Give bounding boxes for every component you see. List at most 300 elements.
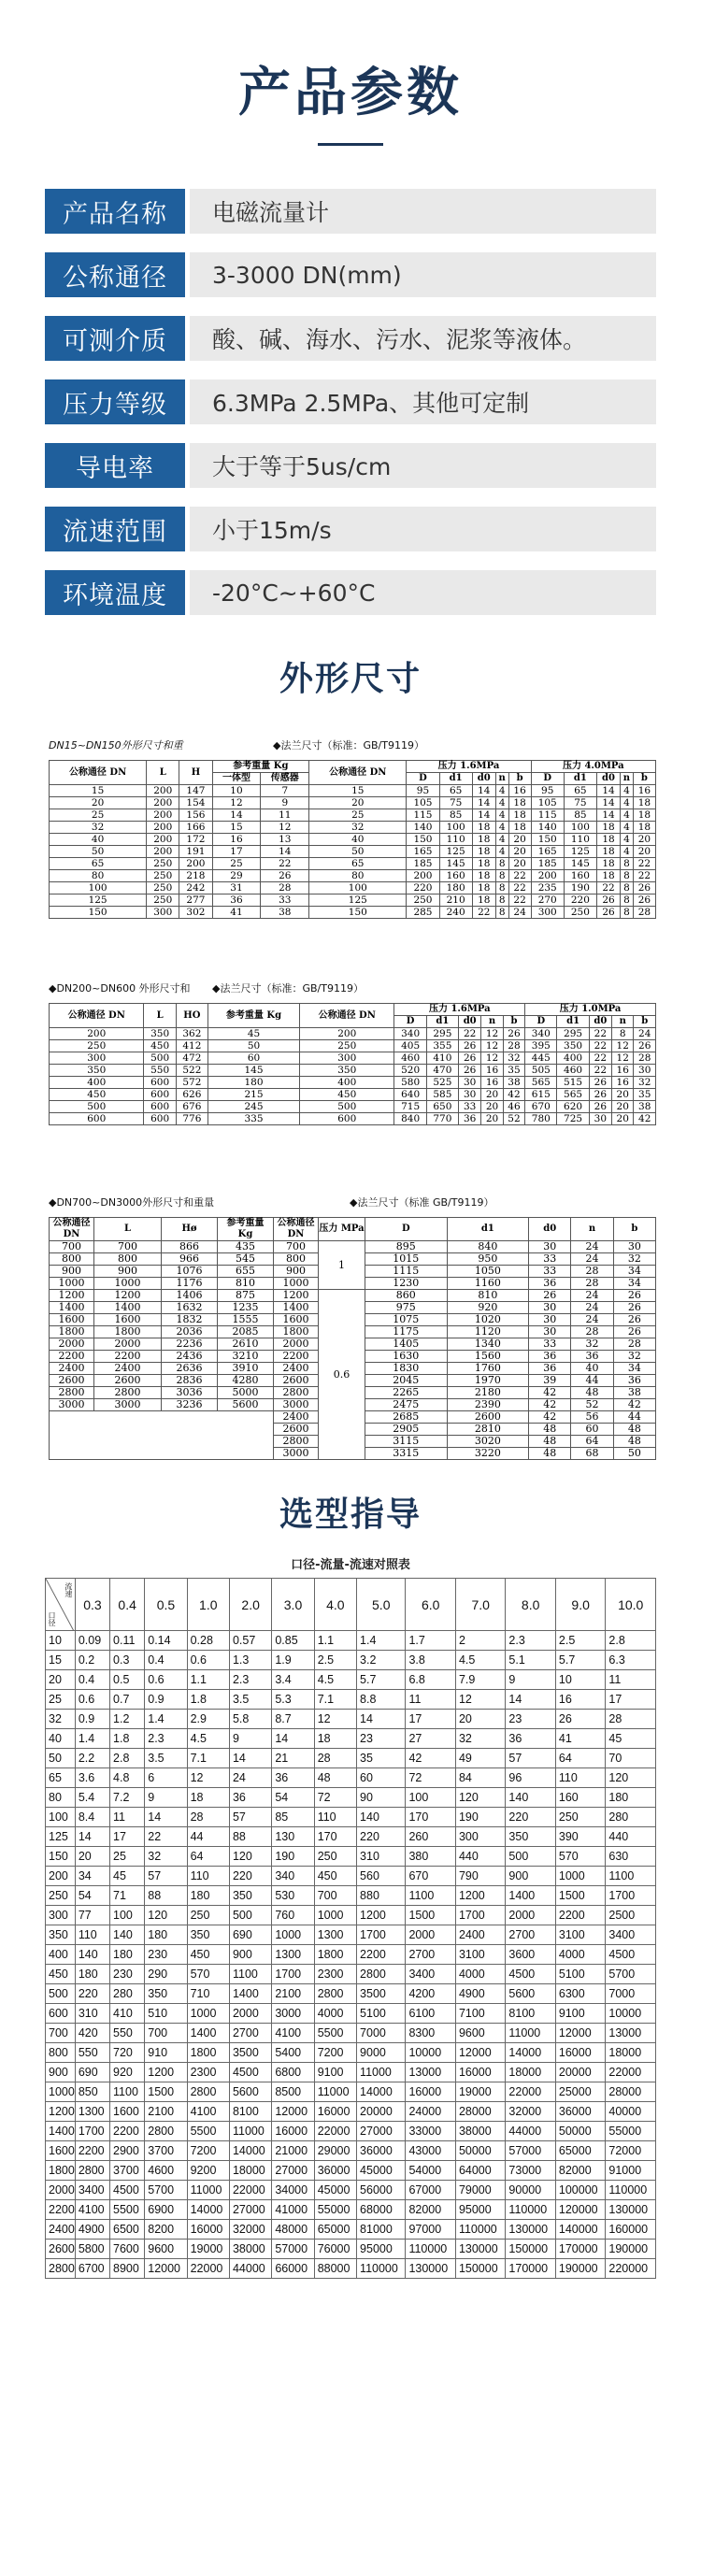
table-cell: 4100 (272, 2024, 314, 2043)
table-cell: 43000 (406, 2141, 455, 2161)
table-cell: 4 (621, 822, 634, 834)
table-cell: 140 (407, 822, 439, 834)
table-cell: 12 (612, 1040, 634, 1052)
table-cell: 7100 (455, 2004, 505, 2024)
table-cell: 690 (75, 2063, 109, 2082)
table-cell: 1800 (94, 1326, 162, 1338)
table-cell: 36 (571, 1351, 613, 1363)
table-cell: 525 (426, 1077, 458, 1089)
param-row (45, 379, 656, 424)
table-cell: 25 (46, 1690, 76, 1710)
table-cell: 6300 (555, 1984, 605, 2004)
table-cell: 450 (144, 1040, 176, 1052)
table-cell: 1700 (272, 1965, 314, 1984)
table-cell: 900 (50, 1266, 94, 1278)
table-cell: 36 (529, 1351, 571, 1363)
table-cell: 8 (495, 858, 508, 870)
table-cell: 20 (633, 846, 655, 858)
table-cell: 9100 (555, 2004, 605, 2024)
table-cell: 120 (455, 1788, 505, 1808)
table-cell: 105 (407, 797, 439, 809)
velocity-header: 1.0 (187, 1579, 229, 1631)
table-cell: 250 (46, 1886, 76, 1906)
table-cell: 230 (145, 1945, 187, 1965)
param-row (45, 507, 656, 551)
table-cell: 530 (272, 1886, 314, 1906)
table-cell: 200 (179, 858, 212, 870)
table-cell: 28 (503, 1040, 524, 1052)
table-cell: 32 (50, 822, 147, 834)
table-cell: 100 (46, 1808, 76, 1827)
th-pressure: 压力 MPa (319, 1218, 365, 1241)
table-cell: 18 (472, 894, 495, 907)
table-cell: 5600 (506, 1984, 555, 2004)
table-cell: 800 (94, 1253, 162, 1266)
table-cell: 60 (357, 1768, 406, 1788)
table-cell: 150 (50, 907, 147, 919)
table-cell: 125 (439, 846, 472, 858)
table-cell: 3.6 (75, 1768, 109, 1788)
table-cell: 17 (406, 1710, 455, 1729)
table-cell: 2600 (46, 2240, 76, 2259)
table-cell: 68 (571, 1448, 613, 1460)
table-cell: 3910 (218, 1363, 274, 1375)
table-cell: 48 (613, 1424, 655, 1436)
th-sub: n (495, 773, 508, 785)
table-cell: 19000 (187, 2240, 229, 2259)
table-cell: 4 (495, 822, 508, 834)
table-cell: 2200 (274, 1351, 319, 1363)
table-row (46, 2259, 656, 2279)
table-cell: 14 (229, 1749, 271, 1768)
table-cell: 65000 (314, 2220, 356, 2240)
table-row (46, 2004, 656, 2024)
table-cell: 76000 (314, 2240, 356, 2259)
table-cell: 8 (621, 858, 634, 870)
table-cell: 450 (300, 1089, 394, 1101)
table-cell: 65 (564, 785, 596, 797)
table-cell: 1600 (50, 1314, 94, 1326)
table-cell: 1230 (365, 1278, 448, 1290)
table-cell: 1200 (94, 1290, 162, 1302)
table-cell: 4100 (75, 2200, 109, 2220)
table-cell: 190 (272, 1847, 314, 1867)
table-cell: 715 (394, 1101, 426, 1113)
table-row (50, 894, 656, 907)
table-cell: 44000 (229, 2259, 271, 2279)
table-cell: 4100 (187, 2102, 229, 2122)
table-cell: 82000 (406, 2200, 455, 2220)
table-cell: 12 (261, 822, 309, 834)
table-cell: 450 (187, 1945, 229, 1965)
table-cell: 28 (571, 1278, 613, 1290)
table-row (46, 2220, 656, 2240)
table-cell: 1200 (46, 2102, 76, 2122)
select-title: 选型指导 (279, 1496, 422, 1534)
table-cell: 2200 (46, 2200, 76, 2220)
table-cell: 1560 (447, 1351, 529, 1363)
table-cell: 36 (506, 1729, 555, 1749)
table-cell: 760 (272, 1906, 314, 1925)
table-cell: 3700 (145, 2141, 187, 2161)
table-cell: 0.7 (110, 1690, 145, 1710)
table-cell: 2800 (50, 1387, 94, 1399)
table-cell: 67000 (406, 2181, 455, 2200)
table-cell: 470 (426, 1065, 458, 1077)
table-row (46, 1945, 656, 1965)
table-cell: 1.1 (314, 1631, 356, 1651)
table-cell: 26 (261, 870, 309, 882)
table-cell: 2300 (187, 2063, 229, 2082)
table-cell: 16000 (555, 2043, 605, 2063)
table-cell: 2000 (94, 1338, 162, 1351)
table-cell: 11000 (187, 2181, 229, 2200)
table-cell: 6.3 (606, 1651, 656, 1670)
table-cell: 240 (439, 907, 472, 919)
table-cell: 850 (75, 2082, 109, 2102)
table-cell: 1760 (447, 1363, 529, 1375)
table-cell: 5.7 (357, 1670, 406, 1690)
table-cell: 1970 (447, 1375, 529, 1387)
table-cell: 35 (357, 1749, 406, 1768)
table-cell: 20000 (357, 2102, 406, 2122)
table-cell: 17 (212, 846, 261, 858)
table-cell: 56 (571, 1411, 613, 1424)
table-cell: 3315 (365, 1448, 448, 1460)
table-cell: 31 (212, 882, 261, 894)
table-cell: 42 (529, 1399, 571, 1411)
table-row (50, 858, 656, 870)
table-cell: 110 (555, 1768, 605, 1788)
table-cell: 20000 (555, 2063, 605, 2082)
table-cell: 250 (147, 882, 179, 894)
table-cell: 27000 (229, 2200, 271, 2220)
table-cell: 32 (503, 1052, 524, 1065)
table-cell: 2400 (455, 1925, 505, 1945)
table-cell: 170 (314, 1827, 356, 1847)
table-cell: 1400 (229, 1984, 271, 2004)
table-cell: 2836 (162, 1375, 218, 1387)
th-sub: d0 (597, 773, 621, 785)
table-cell: 65000 (555, 2141, 605, 2161)
table-cell: 2100 (272, 1984, 314, 2004)
table-cell: 5800 (75, 2240, 109, 2259)
table-cell: 572 (176, 1077, 207, 1089)
table-cell: 2200 (94, 1351, 162, 1363)
table-cell: 2.5 (314, 1651, 356, 1670)
table-cell: 340 (525, 1028, 557, 1040)
table-cell: 8 (612, 1028, 634, 1040)
table-cell: 640 (394, 1089, 426, 1101)
table-cell: 120000 (555, 2200, 605, 2220)
table-cell: 18 (633, 797, 655, 809)
table-cell: 440 (606, 1827, 656, 1847)
table-cell: 2800 (75, 2161, 109, 2181)
th-integrated: 一体型 (212, 773, 261, 785)
table-cell: 7600 (110, 2240, 145, 2259)
table-cell: 45 (110, 1867, 145, 1886)
table-cell: 620 (557, 1101, 589, 1113)
table-cell: 140 (110, 1925, 145, 1945)
table-cell: 29 (212, 870, 261, 882)
table-cell: 895 (365, 1241, 448, 1253)
table-cell: 30 (613, 1241, 655, 1253)
table-cell: 110 (439, 834, 472, 846)
param-label: 产品名称 (45, 189, 185, 234)
table-cell: 250 (50, 1040, 144, 1052)
table-cell: 230 (110, 1965, 145, 1984)
table-cell: 44000 (506, 2122, 555, 2141)
table-cell: 1830 (365, 1363, 448, 1375)
table-cell: 1176 (162, 1278, 218, 1290)
table-cell: 25000 (555, 2082, 605, 2102)
table-cell: 600 (144, 1089, 176, 1101)
table-cell: 1700 (606, 1886, 656, 1906)
table-cell: 125 (46, 1827, 76, 1847)
table-cell: 26 (555, 1710, 605, 1729)
table-cell: 2390 (447, 1399, 529, 1411)
table-cell: 50000 (555, 2122, 605, 2141)
table-cell: 1000 (94, 1278, 162, 1290)
table-cell: 12 (212, 797, 261, 809)
table-cell: 18 (597, 858, 621, 870)
table-cell: 65 (309, 858, 407, 870)
table-row (50, 870, 656, 882)
table-cell: 9600 (455, 2024, 505, 2043)
table-cell: 2045 (365, 1375, 448, 1387)
table-cell: 770 (426, 1113, 458, 1125)
table-cell: 190000 (555, 2259, 605, 2279)
table-cell: 460 (394, 1052, 426, 1065)
table-row (50, 834, 656, 846)
table-cell: 22000 (606, 2063, 656, 2082)
table-cell: 2.3 (506, 1631, 555, 1651)
table-cell: 600 (46, 2004, 76, 2024)
table-cell: 28 (261, 882, 309, 894)
table-cell: 18 (472, 858, 495, 870)
th-p1: 压力 1.6MPa (394, 1004, 525, 1016)
table-cell: 32 (613, 1253, 655, 1266)
table-cell: 100000 (555, 2181, 605, 2200)
table-row (46, 1651, 656, 1670)
table-cell: 24 (571, 1241, 613, 1253)
table-cell: 4900 (75, 2220, 109, 2240)
table-cell: 110000 (606, 2181, 656, 2200)
table-cell: 48 (571, 1387, 613, 1399)
table-cell: 120 (229, 1847, 271, 1867)
table-cell: 55000 (314, 2200, 356, 2220)
table-cell: 33 (529, 1338, 571, 1351)
table-cell: 0.6 (75, 1690, 109, 1710)
table-cell: 36000 (357, 2141, 406, 2161)
table-cell: 3500 (229, 2043, 271, 2063)
table-cell: 3.2 (357, 1651, 406, 1670)
table-cell: 270 (531, 894, 564, 907)
table-cell: 2600 (274, 1424, 319, 1436)
table-cell: 4 (621, 809, 634, 822)
param-label: 导电率 (45, 443, 185, 488)
table-cell: 34 (613, 1278, 655, 1290)
table-cell: 38000 (229, 2240, 271, 2259)
table-row (46, 2043, 656, 2063)
th-n: n (571, 1218, 613, 1241)
table-cell: 28 (314, 1749, 356, 1768)
table-cell: 42 (503, 1089, 524, 1101)
table-cell: 21000 (272, 2141, 314, 2161)
table-cell: 28000 (606, 2082, 656, 2102)
table-cell: 515 (557, 1077, 589, 1089)
table-cell: 1400 (46, 2122, 76, 2141)
table-cell: 1300 (272, 1945, 314, 1965)
table-cell: 40000 (606, 2102, 656, 2122)
table-cell: 150000 (455, 2259, 505, 2279)
table-cell: 75 (439, 797, 472, 809)
table-cell: 2200 (50, 1351, 94, 1363)
table-row (46, 1749, 656, 1768)
table-cell: 72 (314, 1788, 356, 1808)
table-row (50, 785, 656, 797)
table-cell: 2100 (145, 2102, 187, 2122)
table-cell: 14 (75, 1827, 109, 1847)
table-cell: 12 (481, 1040, 503, 1052)
table-cell: 1600 (110, 2102, 145, 2122)
table-cell: 14 (472, 809, 495, 822)
table-cell: 2000 (274, 1338, 319, 1351)
corner-diameter-label: 口径 (48, 1611, 56, 1626)
table-cell: 8.4 (75, 1808, 109, 1827)
table-cell: 8900 (110, 2259, 145, 2279)
table-cell: 140 (357, 1808, 406, 1827)
table-cell: 130000 (406, 2259, 455, 2279)
table-cell: 16 (555, 1690, 605, 1710)
table-cell: 1400 (50, 1302, 94, 1314)
table-cell: 18 (508, 822, 531, 834)
table-cell: 866 (162, 1241, 218, 1253)
table-cell: 2600 (274, 1375, 319, 1387)
th-sub: b (634, 1016, 656, 1028)
table-cell: 1800 (274, 1326, 319, 1338)
table-cell: 450 (314, 1867, 356, 1886)
table-cell: 1800 (314, 1945, 356, 1965)
table-cell: 45000 (314, 2181, 356, 2200)
table-cell: 6900 (145, 2200, 187, 2220)
table-cell: 16000 (455, 2063, 505, 2082)
table-cell: 11 (110, 1808, 145, 1827)
table-row (50, 1290, 656, 1302)
th-p2: 压力 4.0MPa (531, 761, 655, 773)
table-cell: 600 (144, 1113, 176, 1125)
th-weight: 参考重量 Kg (208, 1004, 300, 1028)
th-sub: d0 (589, 1016, 611, 1028)
param-label: 压力等级 (45, 379, 185, 424)
table-cell: 395 (525, 1040, 557, 1052)
table-cell: 180 (606, 1788, 656, 1808)
table-cell: 22 (261, 858, 309, 870)
table-cell: 68000 (357, 2200, 406, 2220)
table-cell: 600 (300, 1113, 394, 1125)
table-cell: 30 (529, 1241, 571, 1253)
table-cell: 88 (229, 1827, 271, 1847)
table-cell: 120 (145, 1906, 187, 1925)
table-cell: 1832 (162, 1314, 218, 1326)
table-cell: 4280 (218, 1375, 274, 1387)
table3-block (49, 1195, 656, 1460)
table-cell: 200 (147, 834, 179, 846)
table-cell: 32 (309, 822, 407, 834)
th-sub: d1 (426, 1016, 458, 1028)
table-cell: 20 (612, 1113, 634, 1125)
table-cell: 16000 (272, 2122, 314, 2141)
table-cell: 3220 (447, 1448, 529, 1460)
table-cell: 34 (613, 1266, 655, 1278)
table-cell: 6 (145, 1768, 187, 1788)
table-cell: 100 (110, 1906, 145, 1925)
table-cell: 500 (50, 1101, 144, 1113)
th-sub: n (621, 773, 634, 785)
table-cell: 28 (187, 1808, 229, 1827)
table-cell: 88 (145, 1886, 187, 1906)
table-cell: 33 (459, 1101, 481, 1113)
table-cell: 38 (634, 1101, 656, 1113)
table-cell: 1200 (455, 1886, 505, 1906)
table-cell: 20 (309, 797, 407, 809)
table-cell: 24 (571, 1302, 613, 1314)
table-cell: 405 (394, 1040, 426, 1052)
table-cell: 160 (439, 870, 472, 882)
table-cell: 110000 (506, 2200, 555, 2220)
table-cell: 41 (555, 1729, 605, 1749)
table-cell: 65 (46, 1768, 76, 1788)
table-cell: 2200 (75, 2141, 109, 2161)
table-cell: 11000 (357, 2063, 406, 2082)
table-cell: 45000 (357, 2161, 406, 2181)
table-cell: 50 (208, 1040, 300, 1052)
table-cell: 20 (508, 858, 531, 870)
table-cell: 26 (589, 1077, 611, 1089)
table-cell: 5600 (218, 1399, 274, 1411)
table-cell: 235 (531, 882, 564, 894)
table-cell: 700 (94, 1241, 162, 1253)
table-row (46, 2141, 656, 2161)
table-cell: 1000 (555, 1867, 605, 1886)
table-cell: 88000 (314, 2259, 356, 2279)
table-cell: 0.4 (145, 1651, 187, 1670)
table-cell: 44 (613, 1411, 655, 1424)
th-weight: 参考重量 Kg (218, 1218, 274, 1241)
table-cell: 36 (613, 1375, 655, 1387)
table-cell: 24 (571, 1290, 613, 1302)
table-cell: 2.3 (145, 1729, 187, 1749)
table-cell: 600 (144, 1077, 176, 1089)
table-cell: 17 (110, 1827, 145, 1847)
table-cell: 7200 (187, 2141, 229, 2161)
table-cell: 50 (46, 1749, 76, 1768)
table-cell: 350 (300, 1065, 394, 1077)
table-cell: 60 (571, 1424, 613, 1436)
table-cell: 41000 (272, 2200, 314, 2220)
main-title-block (0, 0, 701, 122)
table-cell: 1.3 (229, 1651, 271, 1670)
table-cell: 54 (75, 1886, 109, 1906)
table-cell: 14 (272, 1729, 314, 1749)
table-cell: 350 (557, 1040, 589, 1052)
table-cell: 840 (394, 1113, 426, 1125)
table-cell: 1632 (162, 1302, 218, 1314)
table-row (46, 1729, 656, 1749)
param-row (45, 189, 656, 234)
table-cell: 1.2 (110, 1710, 145, 1729)
table-cell: 82000 (555, 2161, 605, 2181)
